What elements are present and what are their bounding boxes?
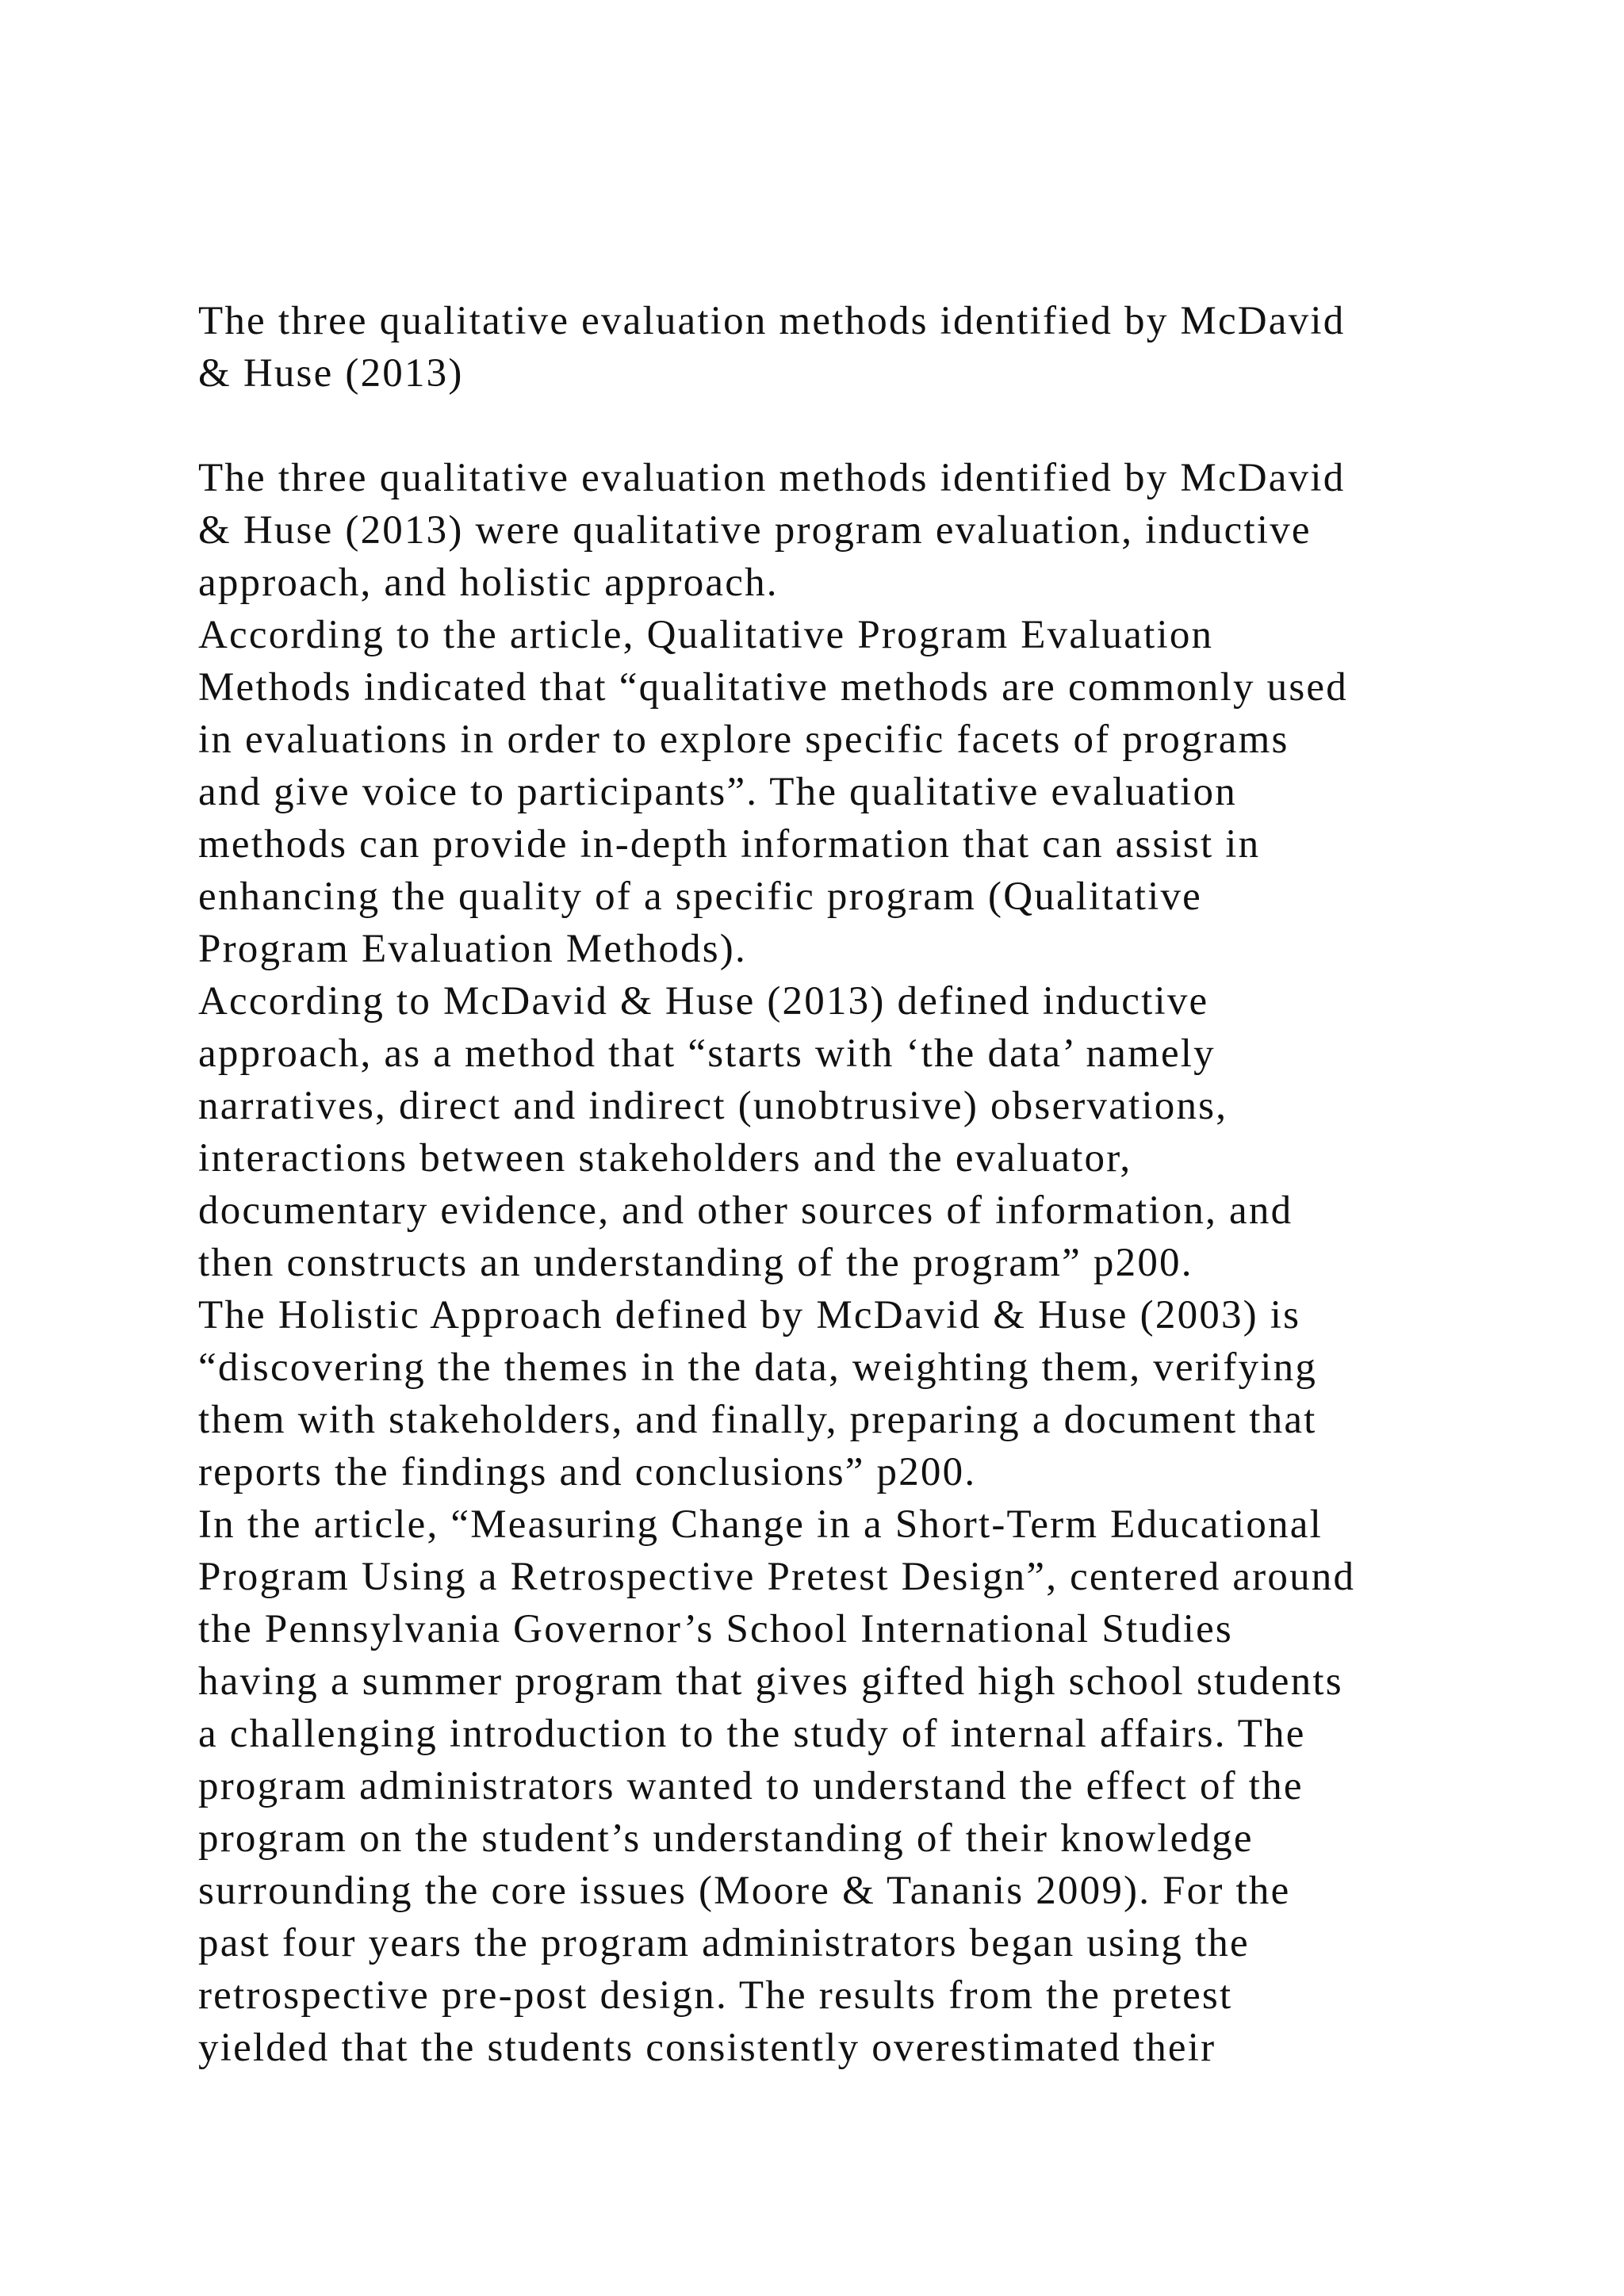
body-line: yielded that the students consistently overestimated their bbox=[198, 2026, 1216, 2070]
body-line: methods can provide in-depth information that can assist in bbox=[198, 822, 1261, 867]
body-line: and give voice to participants”. The qualitative evaluation bbox=[198, 770, 1237, 814]
title-line-2: & Huse (2013) bbox=[198, 351, 464, 396]
body-line: surrounding the core issues (Moore & Tananis 2009). For the bbox=[198, 1869, 1291, 1913]
body-line: retrospective pre-post design. The results from the pretest bbox=[198, 1973, 1233, 2018]
body-line: Program Using a Retrospective Pretest Design”, centered around bbox=[198, 1555, 1356, 1599]
body-line: a challenging introduction to the study of internal affairs. The bbox=[198, 1712, 1306, 1756]
body-line: documentary evidence, and other sources of information, and bbox=[198, 1188, 1293, 1233]
body-line: reports the findings and conclusions” p200. bbox=[198, 1450, 977, 1494]
body-line: Methods indicated that “qualitative methods are commonly used bbox=[198, 665, 1348, 710]
body-line: then constructs an understanding of the program” p200. bbox=[198, 1241, 1193, 1285]
body-line: enhancing the quality of a specific program (Qualitative bbox=[198, 874, 1203, 919]
body-line: program on the student’s understanding of their knowledge bbox=[198, 1816, 1254, 1861]
body-line: approach, as a method that “starts with ‘the data’ namely bbox=[198, 1031, 1216, 1076]
body-line: them with stakeholders, and finally, preparing a document that bbox=[198, 1398, 1317, 1442]
body-line: According to the article, Qualitative Program Evaluation bbox=[198, 613, 1214, 657]
body-line: the Pennsylvania Governor’s School International Studies bbox=[198, 1607, 1233, 1651]
body-line: “discovering the themes in the data, weighting them, verifying bbox=[198, 1345, 1318, 1390]
document-text bbox=[198, 295, 1515, 2074]
body-line: The three qualitative evaluation methods identified by McDavid bbox=[198, 456, 1346, 500]
body-line: approach, and holistic approach. bbox=[198, 561, 779, 605]
body-line: having a summer program that gives gifted high school students bbox=[198, 1659, 1343, 1704]
body-line: Program Evaluation Methods). bbox=[198, 927, 747, 971]
body-line: narratives, direct and indirect (unobtrusive) observations, bbox=[198, 1084, 1228, 1128]
body-line: The Holistic Approach defined by McDavid & Huse (2003) is bbox=[198, 1293, 1301, 1337]
title-line-1: The three qualitative evaluation methods identified by McDavid bbox=[198, 299, 1346, 343]
body-line: According to McDavid & Huse (2013) defined inductive bbox=[198, 979, 1209, 1024]
paragraph-gap bbox=[198, 400, 1515, 452]
body-line: In the article, “Measuring Change in a Short-Term Educational bbox=[198, 1502, 1323, 1547]
body-line: & Huse (2013) were qualitative program evaluation, inductive bbox=[198, 508, 1312, 553]
body-line: interactions between stakeholders and the evaluator, bbox=[198, 1136, 1132, 1181]
body-line: in evaluations in order to explore specific facets of programs bbox=[198, 718, 1289, 762]
body-line: program administrators wanted to understand the effect of the bbox=[198, 1764, 1304, 1808]
body-line: past four years the program administrators began using the bbox=[198, 1921, 1250, 1965]
